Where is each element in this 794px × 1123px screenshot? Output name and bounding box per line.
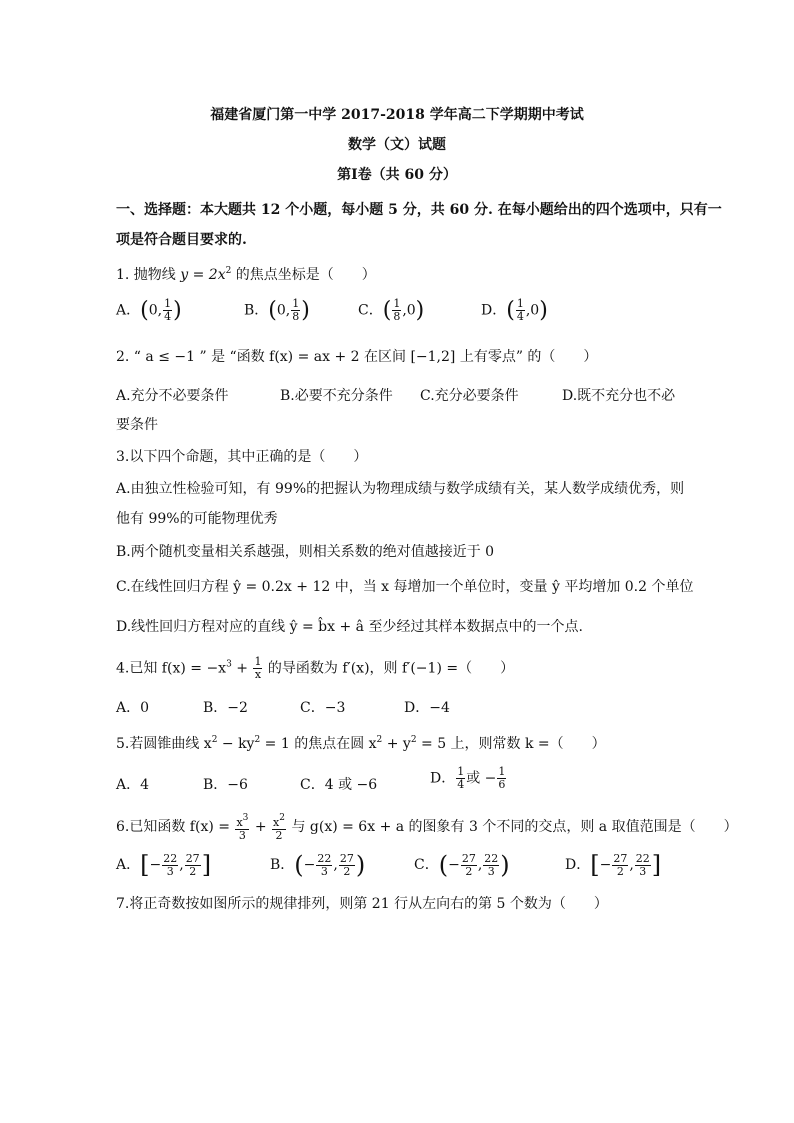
q5-option-a: A．4 [116, 777, 150, 793]
q5-option-b: B．−6 [203, 777, 248, 793]
q6-option-a: A．[− $\frac{22}{3}$ , $\frac{27}{2}$ ] [116, 851, 212, 879]
q4-option-b: B．−2 [203, 700, 248, 716]
q6-option-b: B．(− $\frac{22}{3}$ , $\frac{27}{2}$ ) [270, 851, 366, 879]
q1-option-b: B．(0, $\frac{1}{8}$ ) [244, 297, 310, 323]
q4-option-d: D．−4 [404, 700, 450, 716]
q2-option-d-continued: 要条件 [116, 417, 158, 433]
q3-option-d: D.线性回归方程对应的直线 ŷ = b̂x + â 至少经过其样本数据点中的一个点. [116, 619, 583, 635]
q2-option-d: D.既不充分也不必 [562, 388, 676, 404]
q1-option-d: D．( $\frac{1}{4}$ ,0) [481, 297, 548, 323]
question-7: 7.将正奇数按如图所示的规律排列，则第 21 行从左向右的第 5 个数为（ ） [116, 896, 608, 912]
q1-option-a: A．(0, $\frac{1}{4}$ ) [116, 297, 182, 323]
q3-option-a-line1: A.由独立性检验可知，有 99%的把握认为物理成绩与数学成绩有关，某人数学成绩优秀，则 [116, 481, 685, 497]
question-2: 2. “ a ≤ −1 ” 是 “函数 f(x) = ax + 2 在区间 [−1,2] 上有零点” 的（ ） [116, 349, 598, 365]
exam-title: 福建省厦门第一中学 2017-2018 学年高二下学期期中考试 [210, 107, 584, 123]
q2-option-a: A.充分不必要条件 [116, 388, 229, 404]
question-1: 1. 抛物线 $y = 2x^2$ 的焦点坐标是（ ） [116, 266, 376, 283]
question-4: 4.已知 $f(x) = -x^3$ + $\frac{1}{x}$ 的导函数为 f′(x)，则 f′(−1) =（ ） [116, 655, 515, 681]
section-instructions-line1: 一、选择题：本大题共 12 个小题，每小题 5 分，共 60 分. 在每小题给出的四个选项中，只有一 [116, 202, 722, 218]
volume-heading: 第Ⅰ卷（共 60 分） [337, 167, 457, 183]
q4-option-a: A．0 [116, 700, 150, 716]
question-5: 5.若圆锥曲线 $x^2 - ky^2 = 1$ 的焦点在圆 $x^2 + y^2 = 5$ 上，则常数 k =（ ） [116, 735, 606, 752]
q6-option-c: C．(− $\frac{27}{2}$ , $\frac{22}{3}$ ) [414, 851, 510, 879]
q6-option-d: D．[− $\frac{27}{2}$ , $\frac{22}{3}$ ] [565, 851, 662, 879]
q4-option-c: C．−3 [300, 700, 346, 716]
q1-option-c: C．( $\frac{1}{8}$ ,0) [358, 297, 425, 323]
exam-subtitle: 数学（文）试题 [348, 137, 446, 153]
question-3: 3.以下四个命题，其中正确的是（ ） [116, 449, 368, 465]
q3-option-a-line2: 他有 99%的可能物理优秀 [116, 511, 278, 527]
q2-option-c: C.充分必要条件 [420, 388, 519, 404]
question-6: 6.已知函数 f(x) = $\frac{x^3}{3}$ + $\frac{x^2}{2}$ 与 g(x) = 6x + a 的图象有 3 个不同的交点，则 a 取值范围是（ ） [116, 813, 738, 842]
q5-option-c: C．4 或 −6 [300, 777, 378, 793]
section-instructions-line2: 项是符合题目要求的. [116, 232, 247, 248]
q2-option-b: B.必要不充分条件 [280, 388, 393, 404]
q3-option-b: B.两个随机变量相关系越强，则相关系数的绝对值越接近于 0 [116, 544, 495, 560]
q5-option-d: D． $\frac{1}{4}$ 或 − $\frac{1}{6}$ [430, 765, 506, 791]
q3-option-c: C.在线性回归方程 ŷ = 0.2x + 12 中，当 x 每增加一个单位时，变量 ŷ 平均增加 0.2 个单位 [116, 579, 694, 595]
